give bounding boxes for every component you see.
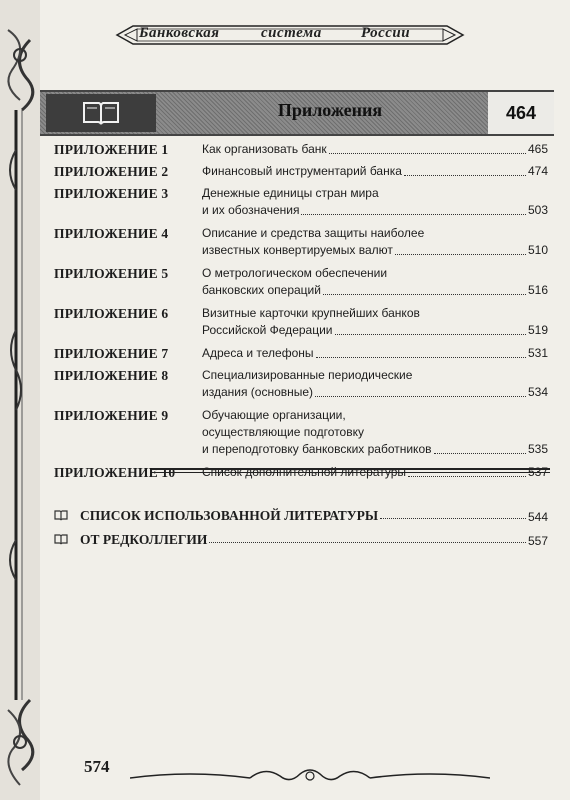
- appendix-page: 516: [527, 283, 548, 297]
- section-heading-bar: [40, 90, 554, 136]
- running-title-word: система: [261, 25, 322, 41]
- appendix-title-line: Описание и средства защиты наиболее: [202, 226, 425, 240]
- appendix-label: ПРИЛОЖЕНИЕ 4: [54, 226, 169, 241]
- back-matter-title: ОТ РЕДКОЛЛЕГИИ: [80, 532, 208, 547]
- appendix-page: 537: [527, 465, 548, 479]
- appendix-page: 465: [527, 142, 548, 156]
- running-title-word: России: [361, 25, 411, 41]
- appendix-label: ПРИЛОЖЕНИЕ 3: [54, 186, 169, 201]
- appendix-row: [54, 407, 548, 458]
- appendix-label: ПРИЛОЖЕНИЕ 10: [54, 465, 176, 480]
- appendix-title-line: и переподготовку банковских работников: [202, 442, 432, 456]
- appendix-page: 519: [527, 323, 548, 337]
- appendix-title-line: известных конвертируемых валют: [202, 243, 393, 257]
- leader-dots: [408, 476, 526, 477]
- appendix-page: 531: [527, 346, 548, 360]
- appendix-row: [54, 225, 548, 259]
- appendix-row: [54, 185, 548, 219]
- folio-page-number: 574: [84, 757, 110, 776]
- section-divider-thin: [152, 472, 550, 473]
- appendix-title-line: Финансовый инструментарий банка: [202, 164, 402, 178]
- appendix-title-line: Обучающие организации,: [202, 408, 346, 422]
- appendix-row: [54, 367, 548, 401]
- appendix-title-line: Как организовать банк: [202, 142, 327, 156]
- leader-dots: [380, 518, 526, 519]
- appendix-label: ПРИЛОЖЕНИЕ 7: [54, 346, 169, 361]
- section-divider: [152, 468, 550, 470]
- appendix-label: ПРИЛОЖЕНИЕ 5: [54, 266, 169, 281]
- appendix-page: 534: [527, 385, 548, 399]
- appendix-title-line: Адреса и телефоны: [202, 346, 314, 360]
- book-icon: [54, 534, 74, 545]
- appendix-title-line: и их обозначения: [202, 203, 300, 217]
- leader-dots: [301, 214, 526, 215]
- leader-dots: [323, 294, 526, 295]
- back-matter-list: [54, 500, 548, 548]
- appendix-title-line: О метрологическом обеспечении: [202, 266, 388, 280]
- back-matter-row: [54, 524, 548, 548]
- open-book-icon: [46, 94, 156, 132]
- appendix-page: 510: [527, 243, 548, 257]
- leader-dots: [316, 357, 526, 358]
- footer-ornament: [130, 764, 490, 788]
- appendix-row: [54, 265, 548, 299]
- appendix-row: [54, 141, 548, 158]
- appendix-label: ПРИЛОЖЕНИЕ 1: [54, 142, 169, 157]
- running-header-banner: [115, 22, 465, 48]
- left-ornamental-border: [0, 0, 40, 800]
- back-matter-page: 544: [527, 510, 548, 524]
- appendix-row: [54, 305, 548, 339]
- running-title-word: Банковская: [139, 25, 220, 41]
- appendix-label: ПРИЛОЖЕНИЕ 6: [54, 306, 169, 321]
- leader-dots: [209, 542, 526, 543]
- leader-dots: [315, 396, 526, 397]
- section-title: Приложения: [277, 100, 383, 120]
- leader-dots: [434, 453, 526, 454]
- appendix-title-line: Российской Федерации: [202, 323, 333, 337]
- appendix-title-line: Список дополнительной литературы: [202, 465, 407, 479]
- appendix-label: ПРИЛОЖЕНИЕ 8: [54, 368, 169, 383]
- book-icon: [54, 510, 74, 521]
- appendix-page: 503: [527, 203, 548, 217]
- appendix-title-line: Визитные карточки крупнейших банков: [202, 306, 420, 320]
- appendix-label: ПРИЛОЖЕНИЕ 9: [54, 408, 169, 423]
- appendix-title-line: Денежные единицы стран мира: [202, 186, 379, 200]
- back-matter-title: СПИСОК ИСПОЛЬЗОВАННОЙ ЛИТЕРАТУРЫ: [80, 508, 379, 523]
- appendix-title-line: осуществляющие подготовку: [202, 425, 364, 439]
- appendix-label: ПРИЛОЖЕНИЕ 2: [54, 164, 169, 179]
- leader-dots: [329, 153, 526, 154]
- appendix-title-line: банковских операций: [202, 283, 321, 297]
- appendix-title-line: Специализированные периодические: [202, 368, 413, 382]
- appendix-row: [54, 163, 548, 180]
- appendix-page: 474: [527, 164, 548, 178]
- appendix-page: 535: [527, 442, 548, 456]
- appendix-list: [54, 141, 548, 481]
- appendix-row: [54, 345, 548, 362]
- leader-dots: [395, 254, 526, 255]
- leader-dots: [404, 175, 526, 176]
- back-matter-page: 557: [527, 534, 548, 548]
- section-page-number: 464: [488, 92, 554, 134]
- leader-dots: [335, 334, 526, 335]
- back-matter-row: [54, 500, 548, 524]
- appendix-title-line: издания (основные): [202, 385, 314, 399]
